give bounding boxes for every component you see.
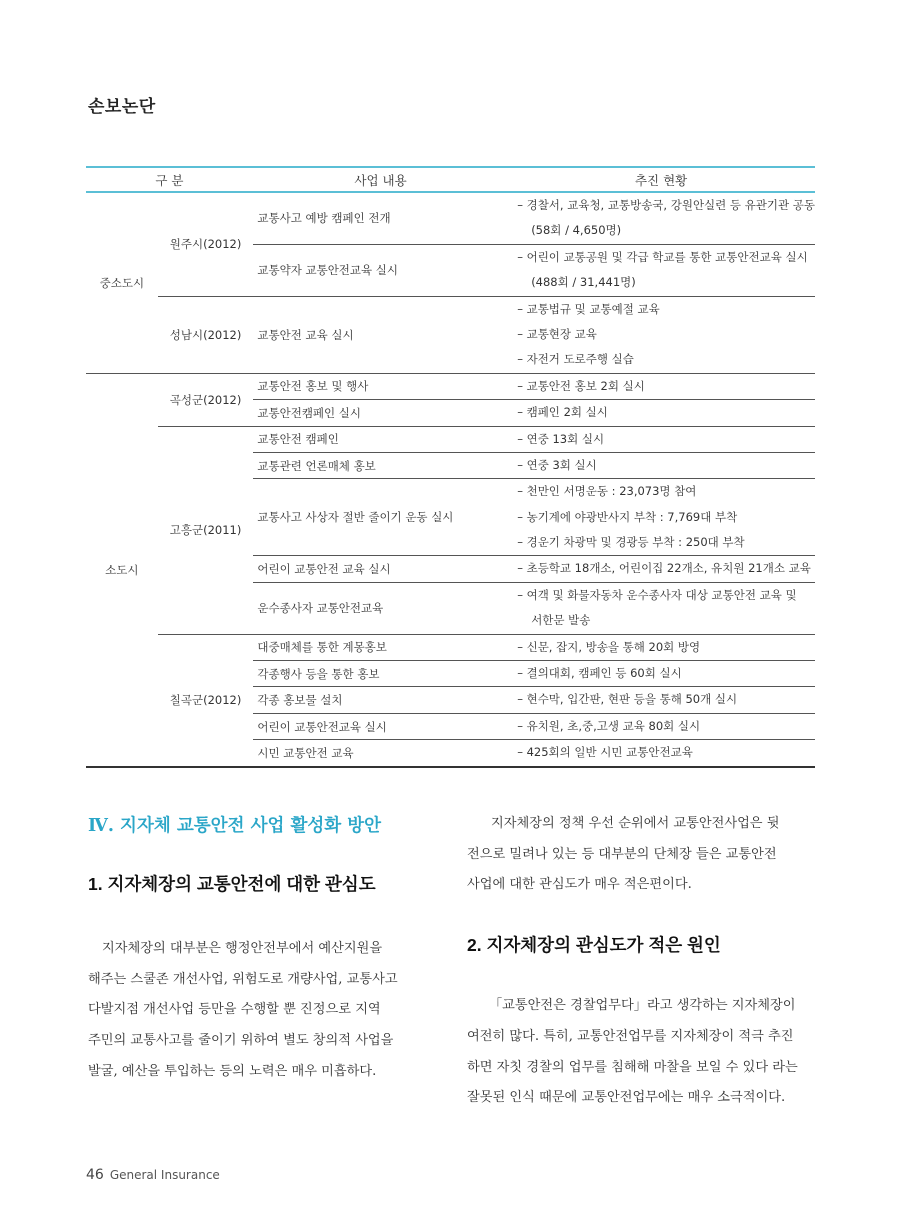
status-line: – 교통법규 및 교통예절 교육 <box>517 301 660 316</box>
status-line: – 신문, 잡지, 방송을 통해 20회 방영 <box>517 639 701 654</box>
text-line: 「교통안전은 경찰업무다」라고 생각하는 지자체장이 <box>489 998 796 1014</box>
status-cell <box>507 556 815 582</box>
status-line: – 여객 및 화물자동차 운수종사자 대상 교통안전 교육 및 <box>517 587 797 602</box>
status-cell <box>507 192 815 244</box>
table-header-row <box>86 167 815 192</box>
text-line: 전으로 밀려나 있는 등 대부분의 단체장 들은 교통안전 <box>467 846 777 862</box>
city-cell: 성남시(2012) <box>158 296 254 373</box>
content-cell: 각종 홍보물 설치 <box>253 687 507 713</box>
status-cell <box>507 479 815 556</box>
status-cell <box>507 296 815 373</box>
city-cell: 곡성군(2012) <box>158 373 254 426</box>
status-line: – 경운기 차광막 및 경광등 부착 : 250대 부착 <box>517 535 745 550</box>
status-line: – 캠페인 2회 실시 <box>517 405 608 420</box>
city-cell: 칠곡군(2012) <box>158 634 254 766</box>
header-category: 구 분 <box>86 167 253 192</box>
text-line: 지자체장의 대부분은 행정안전부에서 예산지원을 <box>102 941 383 956</box>
content-cell: 교통안전캠페인 실시 <box>253 400 507 426</box>
status-line: – 현수막, 입간판, 현판 등을 통해 50개 실시 <box>517 692 738 707</box>
status-line: (488회 / 31,441명) <box>531 275 636 290</box>
page-footer <box>86 1167 220 1183</box>
category-cell: 소도시 <box>86 373 158 766</box>
status-line: – 교통현장 교육 <box>517 326 597 341</box>
program-table <box>86 166 815 768</box>
page-header-title: 손보논단 <box>88 97 156 117</box>
content-cell: 교통안전 교육 실시 <box>253 296 507 373</box>
section-title: Ⅳ. 지자체 교통안전 사업 활성화 방안 <box>88 816 382 836</box>
text-line: 발굴, 예산을 투입하는 등의 노력은 매우 미흡하다. <box>88 1063 377 1079</box>
publication-name: General Insurance <box>109 1168 220 1182</box>
subsection-2-title: 2. 지자체장의 관심도가 적은 원인 <box>467 935 721 956</box>
page-number: 46 <box>86 1167 104 1183</box>
header-status: 추진 현황 <box>507 167 815 192</box>
paragraph-1 <box>88 934 436 1088</box>
text-line: 해주는 스쿨존 개선사업, 위험도로 개량사업, 교통사고 <box>88 971 398 987</box>
status-cell <box>507 400 815 426</box>
content-cell: 운수종사자 교통안전교육 <box>253 582 507 634</box>
status-cell <box>507 582 815 634</box>
table-row <box>86 192 815 244</box>
city-cell: 원주시(2012) <box>158 192 254 296</box>
text-line: 하면 자칫 경찰의 업무를 침해해 마찰을 보일 수 있다 라는 <box>467 1059 798 1075</box>
content-cell: 교통사고 사상자 절반 줄이기 운동 실시 <box>253 479 507 556</box>
text-line: 여전히 많다. 특히, 교통안전업무를 지자체장이 적극 추진 <box>467 1028 794 1044</box>
header-content: 사업 내용 <box>253 167 507 192</box>
text-line: 사업에 대한 관심도가 매우 적은편이다. <box>467 877 692 893</box>
text-line: 지자체장의 정책 우선 순위에서 교통안전사업은 뒷 <box>491 816 780 831</box>
table-row <box>86 373 815 399</box>
content-cell: 대중매체를 통한 계몽홍보 <box>253 634 507 660</box>
status-line: – 연중 13회 실시 <box>517 431 605 446</box>
table-body <box>86 192 815 767</box>
table-row <box>86 426 815 452</box>
content-cell: 어린이 교통안전교육 실시 <box>253 713 507 739</box>
status-line: – 425회의 일반 시민 교통안전교육 <box>517 745 693 760</box>
status-line: (58회 / 4,650명) <box>531 223 622 238</box>
table-row <box>86 634 815 660</box>
status-cell <box>507 713 815 739</box>
city-cell: 고흥군(2011) <box>158 426 254 634</box>
table-row <box>86 296 815 373</box>
status-cell <box>507 740 815 767</box>
status-line: – 결의대회, 캠페인 등 60회 실시 <box>517 666 682 681</box>
status-cell <box>507 661 815 687</box>
content-cell: 교통안전 캠페인 <box>253 426 507 452</box>
status-cell <box>507 452 815 478</box>
status-cell <box>507 634 815 660</box>
status-line: 서한문 발송 <box>531 613 591 628</box>
content-cell: 교통관련 언론매체 홍보 <box>253 452 507 478</box>
content-cell: 교통약자 교통안전교육 실시 <box>253 244 507 296</box>
status-cell <box>507 687 815 713</box>
status-line: – 농기계에 야광반사지 부착 : 7,769대 부착 <box>517 509 738 524</box>
content-cell: 교통안전 홍보 및 행사 <box>253 373 507 399</box>
content-cell: 교통사고 예방 캠페인 전개 <box>253 192 507 244</box>
paragraph-2 <box>467 991 815 1114</box>
status-cell <box>507 244 815 296</box>
status-line: – 경찰서, 교육청, 교통방송국, 강원안실련 등 유관기관 공동 <box>517 198 815 212</box>
content-cell: 각종행사 등을 통한 홍보 <box>253 661 507 687</box>
text-line: 잘못된 인식 때문에 교통안전업무에는 매우 소극적이다. <box>467 1090 786 1106</box>
status-cell <box>507 373 815 399</box>
status-line: – 자전거 도로주행 실습 <box>517 352 634 367</box>
text-line: 주민의 교통사고를 줄이기 위하여 별도 창의적 사업을 <box>88 1033 394 1049</box>
text-line: 다발지점 개선사업 등만을 수행할 뿐 진정으로 지역 <box>88 1002 381 1018</box>
article-left-column <box>88 808 436 1088</box>
status-line: – 연중 3회 실시 <box>517 457 597 472</box>
status-line: – 유치원, 초,중,고생 교육 80회 실시 <box>517 718 701 733</box>
article-right-column <box>467 808 815 1114</box>
status-line: – 초등학교 18개소, 어린이집 22개소, 유치원 21개소 교육 <box>517 561 811 576</box>
category-cell: 중소도시 <box>86 192 158 373</box>
status-cell <box>507 426 815 452</box>
paragraph-right <box>467 809 815 901</box>
status-line: – 어린이 교통공원 및 각급 학교를 통한 교통안전교육 실시 <box>517 249 808 264</box>
content-cell: 어린이 교통안전 교육 실시 <box>253 556 507 582</box>
content-cell: 시민 교통안전 교육 <box>253 740 507 767</box>
status-line: – 교통안전 홍보 2회 실시 <box>517 378 645 393</box>
subsection-1-title: 1. 지자체장의 교통안전에 대한 관심도 <box>88 874 376 894</box>
status-line: – 천만인 서명운동 : 23,073명 참여 <box>517 484 697 499</box>
